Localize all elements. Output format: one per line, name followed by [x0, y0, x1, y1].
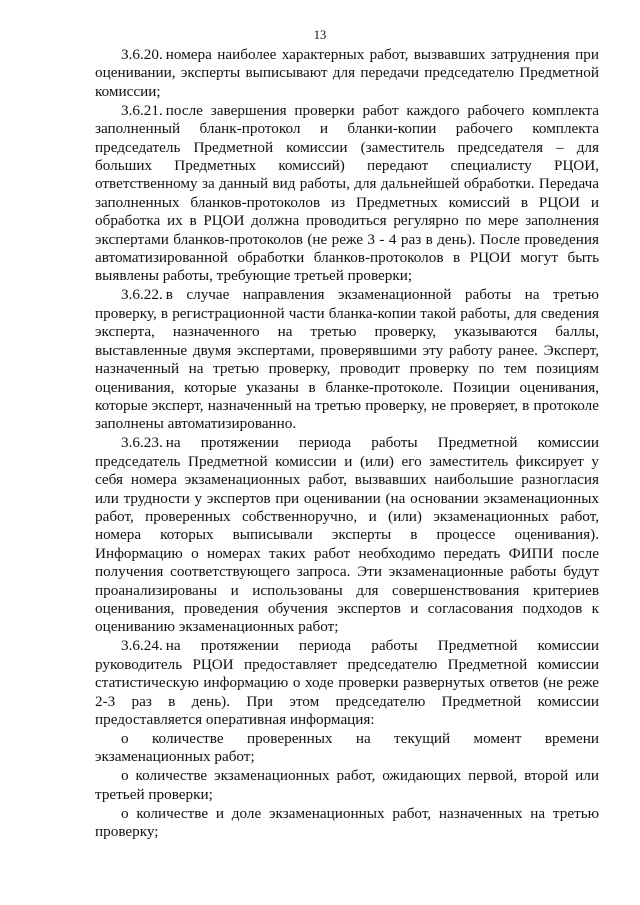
- paragraph-number: 3.6.22.: [121, 286, 163, 304]
- list-item-text: о количестве экзаменационных работ, ожидающих первой, второй или третьей проверки;: [95, 767, 599, 803]
- document-body: [95, 46, 599, 842]
- paragraph-number: 3.6.23.: [121, 434, 163, 452]
- list-item-third-check-share: [95, 805, 599, 842]
- paragraph-3-6-24: [95, 637, 599, 729]
- list-item-awaiting-count: [95, 767, 599, 804]
- paragraph-text: на протяжении периода работы Предметной комиссии руководитель РЦОИ предоставляет председателю Предметной комиссии статистическую информацию о ходе проверки развернутых ответов (не реже 2-3 раз в день). При этом председателю Предметной комиссии предоставляется оперативная информация:: [95, 637, 599, 728]
- list-item-text: о количестве и доле экзаменационных работ, назначенных на третью проверку;: [95, 804, 599, 841]
- paragraph-text: после завершения проверки работ каждого рабочего комплекта заполненный бланк-протокол и бланки-копии рабочего комплекта председатель Предметной комиссии (заместитель председателя – для больших Предметных комиссий) передают специалисту РЦОИ, ответственному за данный вид работы, для дальнейшей обработки. Передача заполненных бланков-протоколов из Предметных комиссий в РЦОИ и обработка их в РЦОИ должна проводиться регулярно по мере заполнения экспертами бланков-протоколов (не реже 3 - 4 раз в день). После проведения автоматизированной обработки бланков-протоколов в РЦОИ могут быть выявлены работы, требующие третьей проверки;: [95, 101, 599, 285]
- paragraph-text: на протяжении периода работы Предметной комиссии председатель Предметной комиссии и (или) его заместитель фиксирует у себя номера экзаменационных работ, вызвавших наибольшие разногласия или трудности у экспертов при оценивании (на основании экзаменационных работ, проверенных собственноручно, и (или) экзаменационных работ, номера которых выписывали эксперты в процессе оценивания). Информацию о номерах таких работ необходимо передать ФИПИ после получения соответствующего запроса. Эти экзаменационные работы будут проанализированы и использованы для совершенствования критериев оценивания, проведения обучения экспертов и согласования подходов к оцениванию экзаменационных работ;: [95, 434, 599, 636]
- list-item-checked-count: [95, 730, 599, 767]
- list-item-text: о количестве проверенных на текущий момент времени экзаменационных работ;: [95, 730, 599, 766]
- paragraph-text: номера наиболее характерных работ, вызвавших затруднения при оценивании, эксперты выписывают для передачи председателю Предметной комиссии;: [95, 46, 599, 100]
- paragraph-3-6-22: [95, 286, 599, 433]
- paragraph-3-6-23: [95, 434, 599, 636]
- paragraph-number: 3.6.21.: [121, 101, 163, 119]
- paragraph-3-6-20: [95, 46, 599, 101]
- paragraph-number: 3.6.20.: [121, 46, 163, 63]
- paragraph-3-6-21: [95, 102, 599, 286]
- paragraph-text: в случае направления экзаменационной работы на третью проверку, в регистрационной части бланка-копии такой работы, для сведения эксперта, назначенного на третью проверку, указываются баллы, выставленные двумя экспертами, проверявшими эту работу ранее. Эксперт, назначенный на третью проверку, проводит проверку по тем позициям оценивания, которые указаны в бланке-протоколе. Позиции оценивания, которые эксперт, назначенный на третью проверку, не проверяет, в протоколе заполнены автоматизированно.: [95, 286, 599, 433]
- page-number: 13: [313, 28, 327, 42]
- paragraph-number: 3.6.24.: [121, 637, 163, 655]
